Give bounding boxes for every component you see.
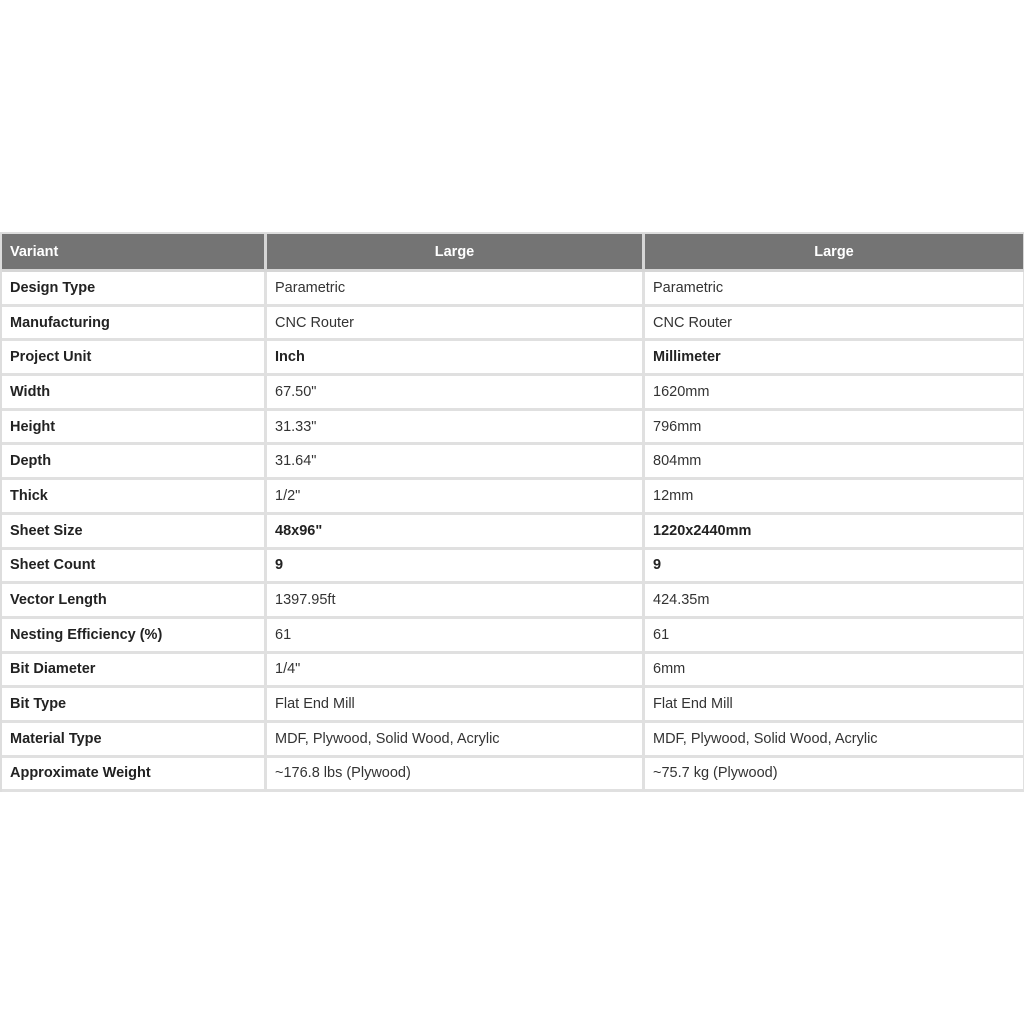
row-value-mm: Millimeter bbox=[645, 341, 1024, 376]
table-row bbox=[2, 758, 1024, 793]
table-row bbox=[2, 341, 1024, 376]
spec-table bbox=[0, 232, 1024, 792]
table-row bbox=[2, 584, 1024, 619]
row-label: Nesting Efficiency (%) bbox=[2, 619, 267, 654]
table-row bbox=[2, 654, 1024, 689]
header-column-inch: Large bbox=[267, 234, 645, 272]
row-value-inch: 1/4" bbox=[267, 654, 645, 689]
row-value-inch: Flat End Mill bbox=[267, 688, 645, 723]
table-row bbox=[2, 480, 1024, 515]
row-label: Manufacturing bbox=[2, 307, 267, 342]
row-value-inch: Inch bbox=[267, 341, 645, 376]
row-value-inch: 1397.95ft bbox=[267, 584, 645, 619]
table-row bbox=[2, 307, 1024, 342]
table-row bbox=[2, 445, 1024, 480]
row-value-mm: 804mm bbox=[645, 445, 1024, 480]
row-label: Vector Length bbox=[2, 584, 267, 619]
row-label: Sheet Size bbox=[2, 515, 267, 550]
row-value-inch: ~176.8 lbs (Plywood) bbox=[267, 758, 645, 793]
row-label: Sheet Count bbox=[2, 550, 267, 585]
table-row bbox=[2, 550, 1024, 585]
table-row bbox=[2, 376, 1024, 411]
row-value-mm: 424.35m bbox=[645, 584, 1024, 619]
row-label: Thick bbox=[2, 480, 267, 515]
row-value-mm: ~75.7 kg (Plywood) bbox=[645, 758, 1024, 793]
row-value-mm: Parametric bbox=[645, 272, 1024, 307]
table-row bbox=[2, 272, 1024, 307]
table-row bbox=[2, 723, 1024, 758]
row-value-mm: 12mm bbox=[645, 480, 1024, 515]
row-value-inch: 1/2" bbox=[267, 480, 645, 515]
row-value-mm: 6mm bbox=[645, 654, 1024, 689]
table-row bbox=[2, 688, 1024, 723]
row-label: Material Type bbox=[2, 723, 267, 758]
row-value-inch: Parametric bbox=[267, 272, 645, 307]
row-label: Design Type bbox=[2, 272, 267, 307]
row-label: Approximate Weight bbox=[2, 758, 267, 793]
row-value-mm: MDF, Plywood, Solid Wood, Acrylic bbox=[645, 723, 1024, 758]
row-label: Bit Diameter bbox=[2, 654, 267, 689]
row-value-inch: 9 bbox=[267, 550, 645, 585]
row-value-inch: 31.64" bbox=[267, 445, 645, 480]
table-row bbox=[2, 411, 1024, 446]
row-value-mm: 1220x2440mm bbox=[645, 515, 1024, 550]
table-row bbox=[2, 619, 1024, 654]
row-label: Width bbox=[2, 376, 267, 411]
row-value-mm: 1620mm bbox=[645, 376, 1024, 411]
row-value-mm: CNC Router bbox=[645, 307, 1024, 342]
row-value-inch: 48x96" bbox=[267, 515, 645, 550]
header-column-mm: Large bbox=[645, 234, 1024, 272]
row-value-inch: CNC Router bbox=[267, 307, 645, 342]
row-value-inch: 67.50" bbox=[267, 376, 645, 411]
header-variant: Variant bbox=[2, 234, 267, 272]
row-value-mm: Flat End Mill bbox=[645, 688, 1024, 723]
row-value-mm: 61 bbox=[645, 619, 1024, 654]
row-label: Project Unit bbox=[2, 341, 267, 376]
row-label: Depth bbox=[2, 445, 267, 480]
row-value-inch: 31.33" bbox=[267, 411, 645, 446]
row-value-mm: 9 bbox=[645, 550, 1024, 585]
row-value-mm: 796mm bbox=[645, 411, 1024, 446]
table-header-row bbox=[2, 234, 1024, 272]
row-label: Bit Type bbox=[2, 688, 267, 723]
row-value-inch: MDF, Plywood, Solid Wood, Acrylic bbox=[267, 723, 645, 758]
row-label: Height bbox=[2, 411, 267, 446]
row-value-inch: 61 bbox=[267, 619, 645, 654]
table-row bbox=[2, 515, 1024, 550]
spec-table-container bbox=[0, 232, 1024, 792]
